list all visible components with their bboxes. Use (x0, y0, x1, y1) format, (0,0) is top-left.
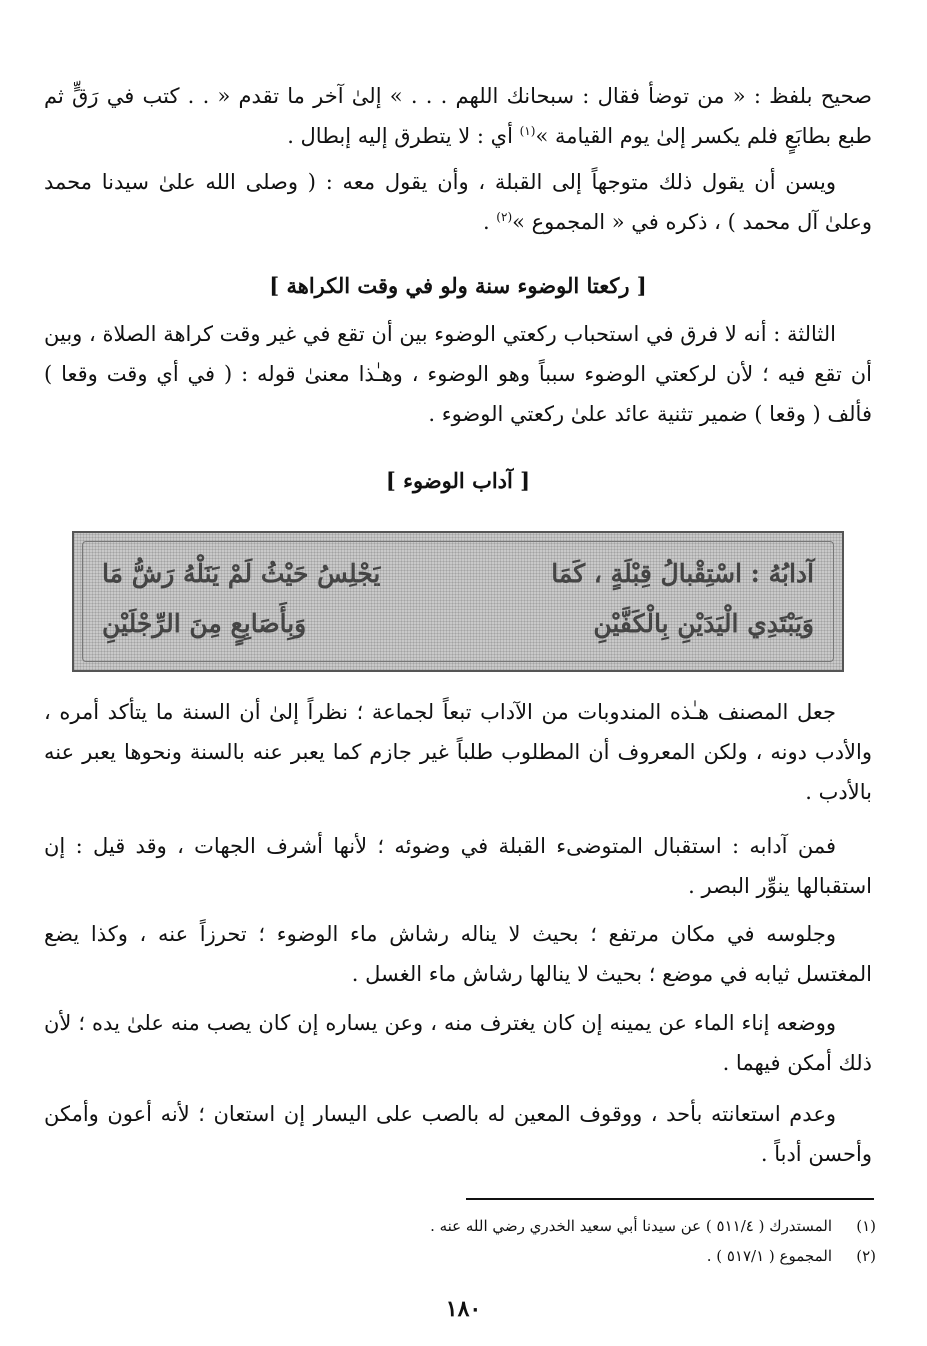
paragraph-2-tail: . (482, 210, 497, 234)
paragraph-2 (44, 162, 872, 242)
verse-2-hemistich-right: وَيَبْتَدِي الْيَدَيْنِ بِالْكَفَّيْنِ (593, 609, 814, 638)
paragraph-8-text: وعدم استعانته بأحد ، ووقوف المعين له بالصب على اليسار إن استعان ؛ لأنه أعون وأمكن وأحسن أدباً . (44, 1102, 872, 1166)
paragraph-3 (44, 314, 872, 434)
section-heading-wudu-rakatain: [ ركعتا الوضوء سنة ولو في وقت الكراهة ] (269, 273, 647, 298)
paragraph-3-text: الثالثة : أنه لا فرق في استحباب ركعتي الوضوء بين أن تقع في غير وقت كراهة الصلاة ، وبين أن تقع فيه ؛ لأن لركعتي الوضوء سبباً وهو الوضوء ، وهـٰذا معنىٰ قوله : ( في أي وقت وقعا ) فألف ( وقعا ) ضمير تثنية عائد علىٰ ركعتي الوضوء . (44, 322, 872, 426)
matn-verse-line-2 (102, 609, 814, 638)
paragraph-6 (44, 914, 872, 994)
footnote-divider (466, 1198, 874, 1200)
paragraph-1-text: صحيح بلفظ : « من توضأ فقال : سبحانك اللهم . . . » إلىٰ آخر ما تقدم « . . كتب في رَقٍّ ثم طبع بطابَعٍ فلم يكسر إلىٰ يوم القيامة » (44, 84, 872, 148)
paragraph-6-text: وجلوسه في مكان مرتفع ؛ بحيث لا يناله رشاش ماء الوضوء ؛ تحرزاً عنه ، وكذا يضع المغتسل ثيابه في موضع ؛ بحيث لا ينالها رشاش ماء الغسل . (44, 922, 872, 986)
footnote-2-text: المجموع ( ٥١٧/١ ) . (706, 1247, 832, 1265)
paragraph-1-tail: أي : لا يتطرق إليه إبطال . (287, 124, 520, 148)
paragraph-5 (44, 826, 872, 906)
footnote-2 (380, 1244, 876, 1268)
matn-verse-line-1 (102, 559, 814, 588)
verse-1-hemistich-right: آدابُهُ : اسْتِقْبالُ قِبْلَةٍ ، كَمَا (551, 559, 814, 588)
paragraph-4-text: جعل المصنف هـٰذه المندوبات من الآداب تبعاً لجماعة ؛ نظراً إلىٰ أن السنة ما يتأكد أمره ، والأدب دونه ، ولكن المعروف أن المطلوب طلباً غير جازم كما يعبر عنه بالسنة ونحوها يعبر عنه بالأدب . (44, 700, 872, 804)
paragraph-5-text: فمن آدابه : استقبال المتوضىء القبلة في وضوئه ؛ لأنها أشرف الجهات ، وقد قيل : إن استقبالها ينوِّر البصر . (44, 834, 872, 898)
paragraph-2-text: ويسن أن يقول ذلك متوجهاً إلى القبلة ، وأن يقول معه : ( وصلى الله علىٰ سيدنا محمد وعلىٰ آل محمد ) ، ذكره في « المجموع » (44, 170, 872, 234)
footnote-1 (380, 1214, 876, 1238)
verse-2-hemistich-left: وَبِأَصَابِعٍ مِنَ الرِّجْلَيْنِ (102, 609, 307, 638)
footnote-ref-2[interactable]: (٢) (496, 210, 513, 224)
footnote-ref-1[interactable]: (١) (519, 124, 536, 138)
paragraph-1 (44, 76, 872, 156)
matn-verse-box (72, 531, 844, 672)
page-number: ١٨٠ (445, 1296, 482, 1322)
paragraph-7 (44, 1003, 872, 1083)
paragraph-7-text: ووضعه إناء الماء عن يمينه إن كان يغترف منه ، وعن يساره إن كان يصب منه علىٰ يده ؛ لأن ذلك أمكن فيهما . (44, 1011, 872, 1075)
section-heading-wudu-adab: [ آداب الوضوء ] (385, 468, 531, 493)
footnote-1-number: (١) (856, 1217, 876, 1235)
paragraph-4 (44, 692, 872, 812)
verse-1-hemistich-left: يَجْلِسُ حَيْثُ لَمْ يَنَلْهُ رَشُّ مَا (102, 559, 381, 588)
footnote-2-number: (٢) (856, 1247, 876, 1265)
footnote-1-text: المستدرك ( ٥١١/٤ ) عن سيدنا أبي سعيد الخدري رضي الله عنه . (430, 1217, 832, 1235)
paragraph-8 (44, 1094, 872, 1174)
